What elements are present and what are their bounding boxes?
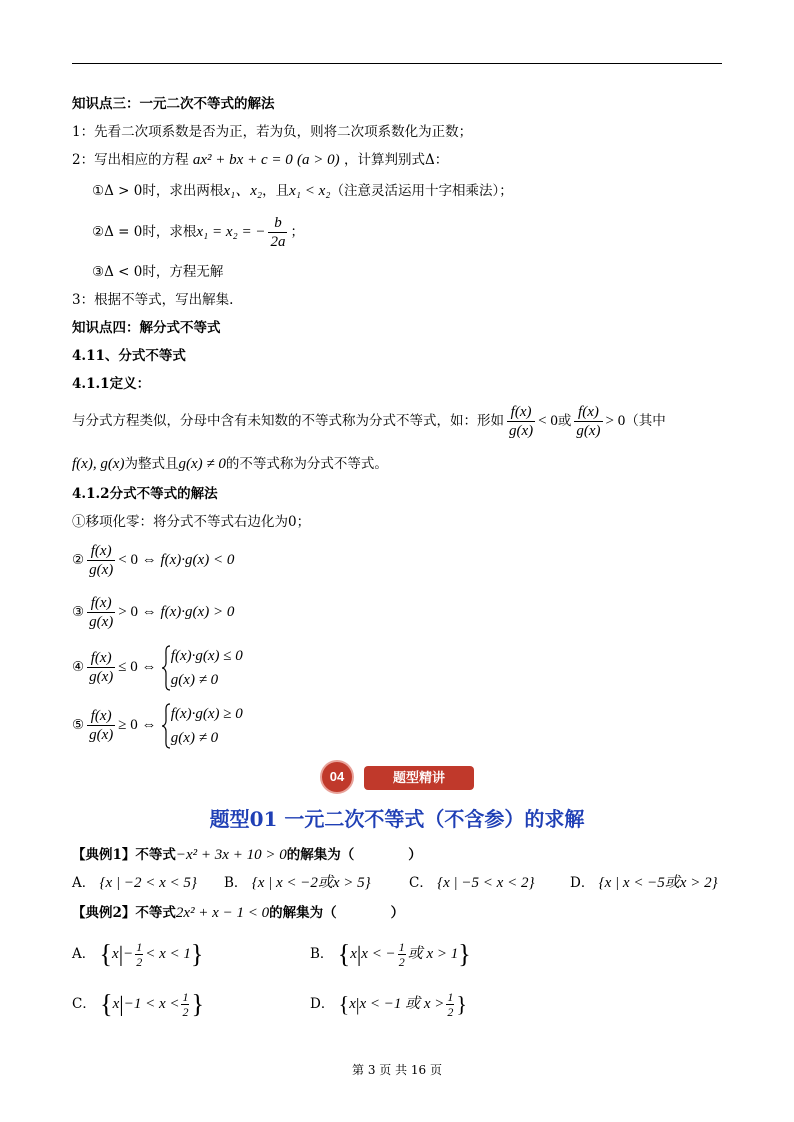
set-cond: −1 < x < bbox=[123, 996, 180, 1012]
set-var: x bbox=[349, 996, 356, 1012]
sys-line-1: f(x)·g(x) ≤ 0 bbox=[170, 647, 243, 664]
frac-num: b bbox=[268, 214, 287, 233]
rule4-system bbox=[171, 644, 243, 692]
rule3-rel: > 0 ⇔ bbox=[118, 604, 161, 620]
frac-den: 2 bbox=[447, 1005, 454, 1019]
rule2-frac bbox=[87, 542, 115, 579]
opt-letter: B． bbox=[224, 875, 248, 891]
k3-case2-a: ②Δ = 0时，求根 bbox=[92, 224, 197, 240]
opt-value: {x | −5 < x < 2} bbox=[437, 875, 535, 891]
k3-root-fraction bbox=[268, 214, 287, 251]
def-or: 或 bbox=[557, 413, 572, 429]
badge-label: 题型精讲 bbox=[364, 766, 474, 790]
badge-number: 04 bbox=[320, 760, 354, 794]
ex2-option-c: C． {x|−1 < x < $\frac{1}{2}$ } bbox=[72, 989, 204, 1019]
frac-num: f(x) bbox=[87, 707, 115, 726]
k3-step1: 1：先看二次项系数是否为正，若为负，则将二次项系数化为正数； bbox=[72, 124, 473, 140]
half-fraction bbox=[135, 940, 143, 969]
k3-case2-end: ； bbox=[290, 224, 304, 240]
frac-num: f(x) bbox=[87, 594, 115, 613]
frac-den: g(x) bbox=[89, 669, 114, 685]
frac-num: 1 bbox=[182, 990, 189, 1004]
k3-condition: (a > 0) bbox=[297, 152, 340, 168]
left-brace-icon bbox=[161, 645, 171, 691]
frac-num: 1 bbox=[447, 990, 454, 1004]
ex2-ineq: 2x² + x − 1 < 0 bbox=[175, 905, 270, 921]
ex2-option-d: D． {x|x < −1 或 x > $\frac{1}{2}$ } bbox=[310, 990, 467, 1019]
k4-h411: 4.11、分式不等式 bbox=[72, 348, 186, 364]
opt-letter: A． bbox=[72, 946, 96, 962]
set-cond: x < −1 或 x > bbox=[359, 996, 445, 1012]
left-brace-icon bbox=[161, 703, 171, 749]
k3-case1-note: （注意灵活运用十字相乘法）； bbox=[330, 183, 513, 199]
frac-num: f(x) bbox=[507, 403, 535, 422]
k4-rule5 bbox=[72, 701, 243, 750]
ex1-option-b bbox=[224, 873, 371, 893]
frac-num: f(x) bbox=[87, 542, 115, 561]
example-1-stem bbox=[72, 845, 422, 865]
sys-line-2: g(x) ≠ 0 bbox=[170, 729, 219, 746]
frac-den: g(x) bbox=[89, 614, 114, 630]
k3-case1-c: ，且 bbox=[262, 183, 290, 199]
ex1-option-d bbox=[570, 873, 718, 893]
set-cond: − bbox=[123, 946, 134, 962]
k4-h412: 4.1.2分式不等式的解法 bbox=[72, 486, 218, 502]
frac-den: g(x) bbox=[89, 562, 114, 578]
rule5-rel: ≥ 0 ⇔ bbox=[118, 717, 157, 733]
def2-cond: g(x) ≠ 0 bbox=[178, 456, 226, 472]
opt-letter: C． bbox=[409, 875, 433, 891]
sys-line-1: f(x)·g(x) ≥ 0 bbox=[170, 705, 243, 722]
def2-end: 的不等式称为分式不等式。 bbox=[225, 456, 388, 472]
set-cond-2: 或 x > 1 bbox=[407, 946, 459, 962]
opt-value: {x | x < −2或x > 5} bbox=[251, 875, 371, 891]
ex1-option-c bbox=[409, 873, 534, 893]
frac-den: g(x) bbox=[576, 423, 601, 439]
k4-h4111: 4.1.1定义： bbox=[72, 376, 151, 392]
frac-den: 2 bbox=[398, 955, 405, 969]
rule4-frac bbox=[87, 649, 115, 686]
frac-num: f(x) bbox=[574, 403, 602, 422]
frac-den: 2 bbox=[136, 955, 143, 969]
def-frac-1 bbox=[507, 403, 535, 440]
set-var: x bbox=[112, 996, 120, 1012]
rule5-frac bbox=[87, 707, 115, 744]
k3-case3: ③Δ < 0时，方程无解 bbox=[92, 264, 224, 280]
example-2-stem bbox=[72, 903, 404, 923]
set-var: x bbox=[112, 946, 119, 962]
k3-case1-order: x₁ < x₂ bbox=[289, 183, 331, 199]
ex1-head: 【典例1】不等式 bbox=[72, 847, 176, 863]
k4-definition-2 bbox=[72, 454, 388, 474]
opt-letter: D． bbox=[310, 996, 335, 1012]
def-gt0: > 0 bbox=[605, 413, 626, 429]
header-rule bbox=[72, 63, 722, 64]
k3-step2-text: 2：写出相应的方程 bbox=[72, 152, 189, 168]
ex2-head: 【典例2】不等式 bbox=[72, 905, 176, 921]
rule4-rel: ≤ 0 ⇔ bbox=[118, 659, 157, 675]
rule2-res: f(x)·g(x) < 0 bbox=[160, 552, 235, 568]
k4-rule4 bbox=[72, 643, 243, 692]
frac-den: 2a bbox=[270, 234, 286, 250]
frac-num: 1 bbox=[398, 940, 405, 954]
rule3-frac bbox=[87, 594, 115, 631]
opt-value: {x | −2 < x < 5} bbox=[99, 875, 197, 891]
def2-funcs: f(x), g(x) bbox=[72, 456, 125, 472]
frac-num: 1 bbox=[136, 940, 143, 954]
ex1-ineq: −x² + 3x + 10 > 0 bbox=[175, 847, 287, 863]
k4-definition bbox=[72, 401, 666, 441]
k3-title: 知识点三：一元二次不等式的解法 bbox=[72, 96, 275, 112]
opt-value: {x | x < −5或x > 2} bbox=[598, 875, 718, 891]
k4-rule2 bbox=[72, 540, 234, 580]
k3-step3: 3：根据不等式，写出解集. bbox=[72, 292, 234, 308]
def-lt0: < 0 bbox=[538, 413, 558, 429]
section-badge bbox=[320, 758, 480, 798]
k3-case2 bbox=[92, 212, 304, 252]
rule-num: ③ bbox=[72, 604, 85, 620]
opt-letter: C． bbox=[72, 996, 96, 1012]
ex1-tail: 的解集为（ ） bbox=[286, 847, 422, 863]
rule2-rel: < 0 ⇔ bbox=[118, 552, 161, 568]
k4-rule3 bbox=[72, 592, 234, 632]
def-tail: （其中 bbox=[625, 413, 666, 429]
rule-num: ④ bbox=[72, 659, 85, 675]
k3-case2-eq: x₁ = x₂ = − bbox=[196, 224, 266, 240]
def2-text: 为整式且 bbox=[124, 456, 179, 472]
k3-case1 bbox=[92, 181, 513, 201]
k4-title: 知识点四：解分式不等式 bbox=[72, 320, 221, 336]
rule5-system bbox=[171, 702, 243, 750]
opt-letter: D． bbox=[570, 875, 595, 891]
rule3-res: f(x)·g(x) > 0 bbox=[160, 604, 235, 620]
ex2-option-a: A． {x|− $\frac{1}{2}$ < x < 1} bbox=[72, 939, 204, 969]
k3-step2 bbox=[72, 150, 448, 170]
half-fraction bbox=[398, 940, 406, 969]
opt-letter: B． bbox=[310, 946, 334, 962]
k4-rule1: ①移项化零：将分式不等式右边化为0； bbox=[72, 514, 311, 530]
ex2-option-b: B． {x|x < − $\frac{1}{2}$ 或 x > 1} bbox=[310, 939, 471, 969]
half-fraction bbox=[446, 990, 454, 1019]
ex2-tail: 的解集为（ ） bbox=[269, 905, 405, 921]
rule-num: ⑤ bbox=[72, 717, 85, 733]
k3-step2-tail: ，计算判别式Δ： bbox=[343, 152, 449, 168]
frac-den: g(x) bbox=[89, 727, 114, 743]
frac-num: f(x) bbox=[87, 649, 115, 668]
page-footer: 第 3 页 共 16 页 bbox=[352, 1063, 442, 1077]
half-fraction bbox=[181, 990, 189, 1019]
def-frac-2 bbox=[574, 403, 602, 440]
set-cond-2: < x < 1 bbox=[145, 946, 191, 962]
frac-den: 2 bbox=[182, 1005, 189, 1019]
ex1-option-a bbox=[72, 873, 197, 893]
set-var: x bbox=[350, 946, 357, 962]
k3-case1-roots: x₁、x₂ bbox=[223, 183, 263, 199]
k3-equation: ax² + bx + c = 0 bbox=[192, 152, 293, 168]
opt-letter: A． bbox=[72, 875, 96, 891]
k3-case1-a: ①Δ > 0时，求出两根 bbox=[92, 183, 224, 199]
topic-title: 题型01 一元二次不等式（不含参）的求解 bbox=[209, 807, 585, 831]
sys-line-2: g(x) ≠ 0 bbox=[170, 671, 219, 688]
def-text: 与分式方程类似，分母中含有未知数的不等式称为分式不等式，如：形如 bbox=[72, 413, 504, 429]
set-cond: x < − bbox=[361, 946, 396, 962]
rule-num: ② bbox=[72, 552, 85, 568]
frac-den: g(x) bbox=[509, 423, 534, 439]
